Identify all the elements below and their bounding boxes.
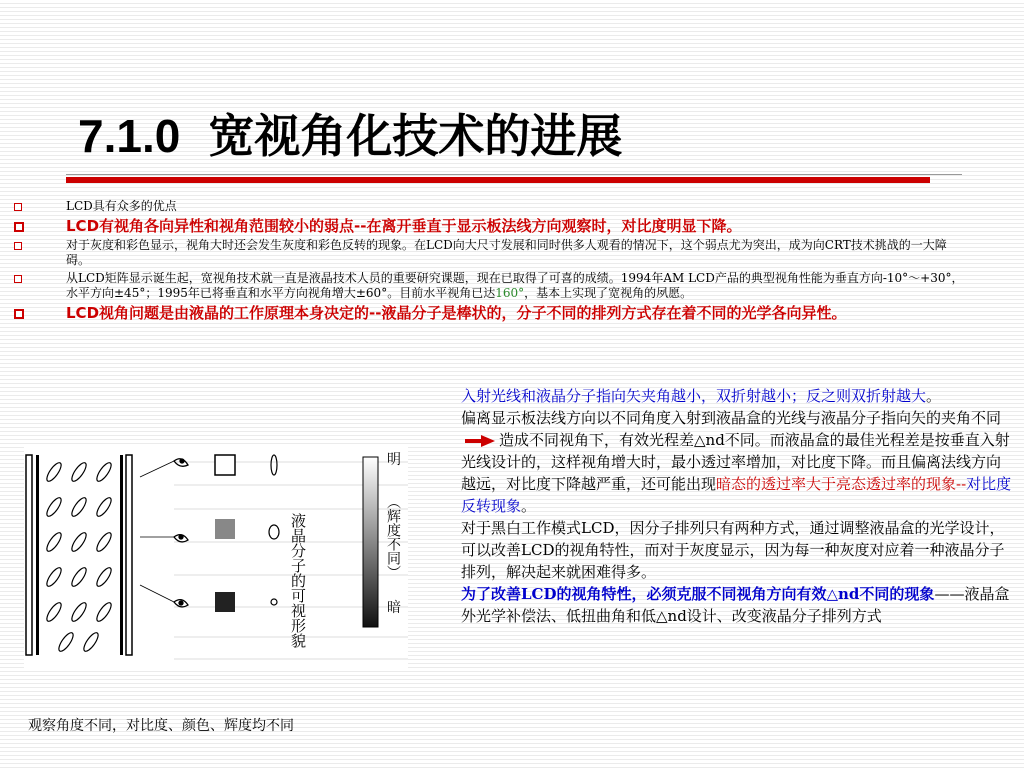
paragraph-text: ——液晶盒外光学补偿法、低扭曲角和低△nd设计、改变液晶分子排列方式 — [461, 585, 1010, 625]
bullet-text: LCD视角问题是由液晶的工作原理本身决定的--液晶分子是棒状的，分子不同的排列方式存在着不同的光学各向异性。 — [66, 304, 847, 322]
title-number: 7.1.0 — [78, 110, 181, 162]
scale-mid-label: （辉度不同） — [385, 495, 401, 579]
bright-square — [215, 455, 235, 475]
figure-caption: 观察角度不同，对比度、颜色、辉度均不同 — [28, 718, 294, 734]
bullet-highlight: 160° — [495, 286, 525, 300]
bullet-text: LCD有视角各向异性和视角范围较小的弱点--在离开垂直于显示板法线方向观察时，对比度明显下降。 — [66, 217, 742, 235]
highlight-text: 暗态的透过率大于亮态透过率的现象-- — [716, 475, 967, 493]
bullet-text: 对于灰度和彩色显示，视角大时还会发生灰度和彩色反转的现象。在LCD向大尺寸发展和同时供多人观看的情况下，这个弱点尤为突出，成为向CRT技术挑战的一大障碍。 — [66, 238, 947, 267]
paragraph — [461, 385, 1015, 407]
bullet-square-icon — [14, 242, 22, 250]
paragraph — [461, 583, 1015, 627]
bullet-square-icon — [14, 275, 22, 283]
highlight-text: 为了改善LCD的视角特性，必须克服不同视角方向有效△nd不同的现象 — [461, 585, 935, 603]
lc-molecules — [44, 461, 113, 654]
paragraph — [461, 517, 1015, 583]
explanation-text — [461, 385, 1015, 627]
observer-eye-icons — [140, 459, 188, 607]
title-text: 宽视角化技术的进展 — [208, 109, 623, 163]
paragraph-text: 对于黑白工作模式LCD，因分子排列只有两种方式，通过调整液晶盒的光学设计，可以改善LCD的视角特性，而对于灰度显示，因为每一种灰度对应着一种液晶分子排列，解决起来就困难得多。 — [461, 519, 1005, 581]
bullet-square-icon — [14, 309, 24, 319]
bullet-item — [14, 271, 964, 301]
dark-square — [215, 592, 235, 612]
bullet-text: LCD具有众多的优点 — [66, 199, 177, 213]
lc-molecule-diagram — [24, 447, 408, 669]
right-arrow-icon — [465, 435, 495, 447]
bullet-square-icon — [14, 222, 24, 232]
brightness-scale-bar — [363, 457, 378, 627]
glass-plate-right — [126, 455, 132, 655]
highlight-text: 入射光线和液晶分子指向矢夹角越小，双折射越小；反之则双折射越大 — [461, 387, 927, 405]
title-red-bar — [66, 177, 930, 183]
scale-top-label: 明 — [387, 452, 401, 468]
page-title — [78, 100, 622, 166]
bullet-list — [14, 199, 964, 325]
bullet-item — [14, 304, 964, 322]
bullet-square-icon — [14, 203, 22, 211]
bullet-item — [14, 238, 964, 268]
paragraph-text: 偏离显示板法线方向以不同角度入射到液晶盒的光线与液晶分子指向矢的夹角不同 — [461, 409, 1002, 427]
punctuation: 。 — [926, 387, 942, 405]
figure-vertical-label: 液晶分子的可视形貌 — [289, 513, 307, 648]
paragraph — [461, 407, 1015, 517]
bullet-text-end: ，基本上实现了宽视角的夙愿。 — [524, 286, 693, 300]
bullet-item — [14, 217, 964, 235]
punctuation: 。 — [521, 497, 537, 515]
highlight-text: 对比度反转现象 — [461, 475, 1012, 515]
glass-plate-left — [26, 455, 32, 655]
bullet-text: 从LCD矩阵显示诞生起，宽视角技术就一直是液晶技术人员的重要研究课题，现在已取得了可喜的成绩。1994年AM LCD产品的典型视角性能为垂直方向-10°～+30°，水平方向±45°；1995年已将垂直和水平方向视角增大±60°。目前水平视角已达 — [66, 271, 964, 300]
bullet-item — [14, 199, 964, 214]
scale-bottom-label: 暗 — [387, 600, 401, 616]
viewing-angle-figure — [24, 447, 408, 669]
paragraph-text: 造成不同视角下，有效光程差△nd不同。而液晶盒的最佳光程差是按垂直入射光线设计的，这样视角增大时，最小透过率增加，对比度下降。而且偏离法线方向越远，对比度下降越严重，还可能出现 — [461, 431, 1010, 493]
title-underline — [66, 174, 962, 175]
